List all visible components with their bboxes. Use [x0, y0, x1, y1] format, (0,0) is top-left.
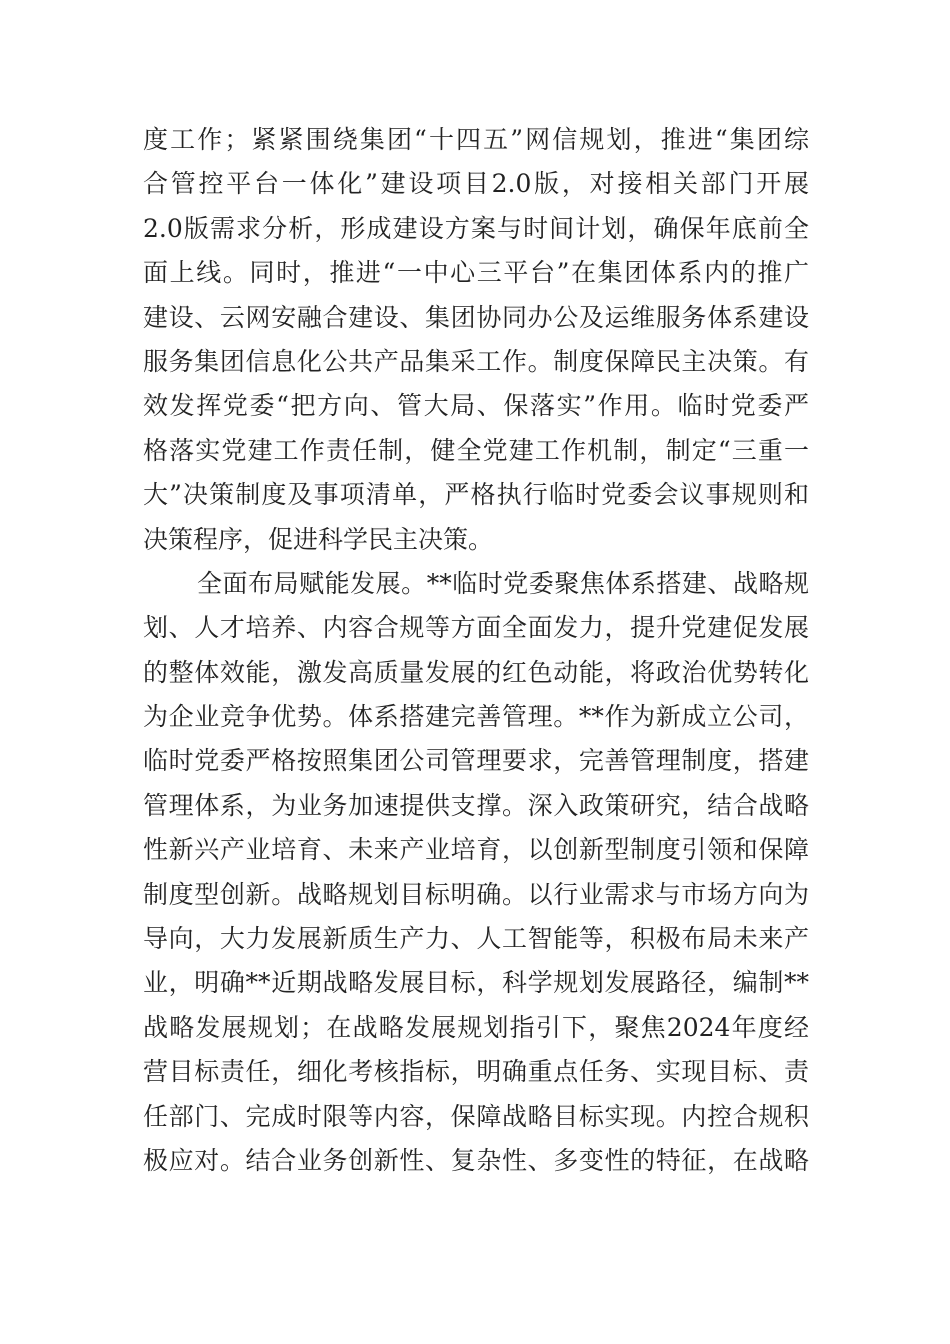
text-line: 导向，大力发展新质生产力、人工智能等，积极布局未来产 — [143, 924, 809, 954]
text-line: 合管控平台一体化”建设项目2.0版，对接相关部门开展 — [143, 169, 809, 199]
paragraph — [143, 562, 809, 1183]
text-line: 划、人才培养、内容合规等方面全面发力，提升党建促发展 — [143, 613, 809, 643]
text-line: 性新兴产业培育、未来产业培育，以创新型制度引领和保障 — [143, 835, 809, 865]
text-line: 制度型创新。战略规划目标明确。以行业需求与市场方向为 — [143, 879, 809, 909]
text-line: 业，明确**近期战略发展目标，科学规划发展路径，编制** — [143, 968, 809, 998]
text-line: 全面布局赋能发展。**临时党委聚焦体系搭建、战略规 — [197, 568, 809, 598]
text-line: 决策程序，促进科学民主决策。 — [143, 524, 494, 554]
text-line: 为企业竞争优势。体系搭建完善管理。**作为新成立公司， — [143, 702, 809, 732]
text-line: 极应对。结合业务创新性、复杂性、多变性的特征，在战略 — [143, 1145, 809, 1175]
text-line: 营目标责任，细化考核指标，明确重点任务、实现目标、责 — [143, 1057, 809, 1087]
text-line: 效发挥党委“把方向、管大局、保落实”作用。临时党委严 — [143, 391, 809, 421]
text-line: 格落实党建工作责任制，健全党建工作机制，制定“三重一 — [143, 435, 809, 465]
text-line: 的整体效能，激发高质量发展的红色动能，将政治优势转化 — [143, 657, 809, 687]
text-line: 管理体系，为业务加速提供支撑。深入政策研究，结合战略 — [143, 790, 809, 820]
text-line: 任部门、完成时限等内容，保障战略目标实现。内控合规积 — [143, 1101, 809, 1131]
text-line: 面上线。同时，推进“一中心三平台”在集团体系内的推广 — [143, 258, 809, 288]
text-line: 建设、云网安融合建设、集团协同办公及运维服务体系建设 — [143, 302, 809, 332]
text-line: 大”决策制度及事项清单，严格执行临时党委会议事规则和 — [143, 480, 809, 510]
text-line: 2.0版需求分析，形成建设方案与时间计划，确保年底前全 — [143, 213, 809, 243]
text-line: 服务集团信息化公共产品集采工作。制度保障民主决策。有 — [143, 346, 809, 376]
text-line: 临时党委严格按照集团公司管理要求，完善管理制度，搭建 — [143, 746, 809, 776]
text-line: 战略发展规划；在战略发展规划指引下，聚焦2024年度经 — [143, 1012, 809, 1042]
document-body — [143, 118, 809, 1183]
text-line: 度工作；紧紧围绕集团“十四五”网信规划，推进“集团综 — [143, 125, 809, 154]
paragraph — [143, 118, 809, 562]
